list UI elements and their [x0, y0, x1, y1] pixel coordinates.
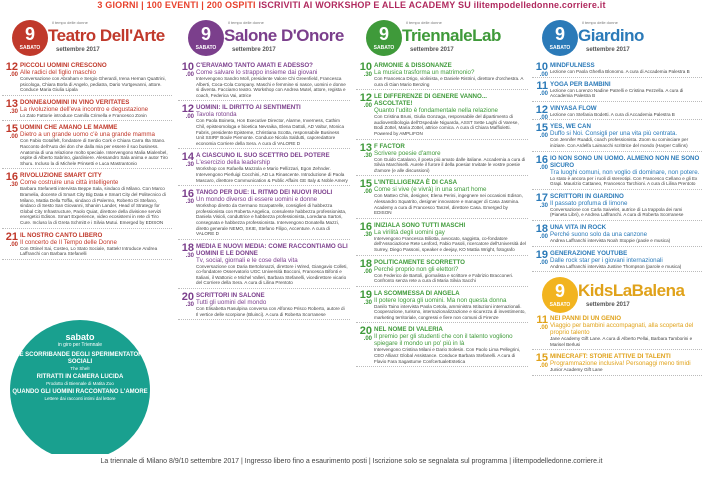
- event-description: Con Matteo Chis, designer, Elena Perini, ingegnere nei occasioni Edison, Alessandro Squatrito, designer innovatore e manager di Casa Jasmina. Academy a cura di Francesco Tanzel, direttore Casa. Emerged by EDISON: [374, 193, 523, 216]
- date-badge: [12, 20, 48, 56]
- event-time: 12 .00: [181, 103, 194, 121]
- event-title: SCRITTORI IN SALONE: [196, 292, 265, 300]
- circle-subtitle: in giro per Triennale: [57, 342, 103, 348]
- venue-header: [2, 14, 172, 62]
- circle-item-desc: Prodotto di Biennale di Matita Zoo: [46, 381, 114, 386]
- badge-weekday: SABATO: [373, 45, 395, 51]
- event-subtitle: Quanto l'udito è fondamentale nella relazione: [374, 107, 498, 115]
- event-description: Con Paola Boineta, Hon Executive Director, Alarme, Inverness, Cathim Chil, episteomologa e bioetica Nevraika, Elena Dattoli, AD Valtur, Monica Fabris, presidente Episteme, Christiana Scotta, responsabile Business Unit SSIRF Boule Piemonte. Conduce Nicola Saldutti, caporedattore economia Corriere della Sera. A cura di VALORE D: [196, 118, 345, 146]
- date-badge: [366, 20, 402, 56]
- event-time: 18 .00: [535, 222, 548, 240]
- event-subtitle: Perché suono solo da una canzone: [550, 230, 648, 238]
- event-time: 15 .00: [5, 123, 18, 141]
- venue-date: settembre 2017: [586, 47, 630, 53]
- event-title: NEI PANNI DI UN GENIO: [550, 315, 622, 323]
- badge-day: 9: [378, 24, 389, 44]
- event-subtitle: Perché proprio non gli elettori?: [374, 265, 459, 273]
- event-description: Lezione con Stefania Bodetti. A cura di Accademia Palestra B: [550, 111, 675, 117]
- venue-header: [532, 14, 702, 62]
- venue-date: settembre 2017: [586, 302, 630, 309]
- venue-header: [178, 14, 350, 62]
- event-list: [178, 62, 350, 320]
- event-title: UOMINI: IL DIRITTO AI SENTIMENTI: [196, 104, 301, 112]
- event-time: 15 .00: [535, 122, 548, 140]
- top-banner: [0, 0, 703, 12]
- event-time: 18 .00: [359, 257, 372, 275]
- venue-header: [356, 14, 528, 62]
- column-giardino: [532, 14, 702, 454]
- circle-title: sabato: [65, 332, 95, 342]
- top-banner-left: 3 GIORNI | 100 EVENTI | 200 OSPITI: [97, 0, 256, 10]
- event-subtitle: La virilità degli uomini gay: [374, 228, 445, 236]
- event-subtitle: Dietro a un grande uomo c'è una grande mamma: [20, 131, 155, 139]
- badge-day: 9: [24, 24, 35, 44]
- event-item[interactable]: [2, 62, 172, 96]
- event-subtitle: Programmazione inclusiva! Personaggi meno timidi: [550, 360, 691, 368]
- event-title: PICCOLI UOMINI CRESCONO: [20, 62, 107, 69]
- event-item[interactable]: [532, 353, 702, 376]
- venue-name: Salone D'Onore: [224, 26, 344, 45]
- event-list: [2, 62, 172, 260]
- footer: La triennale di Milano 8/9/10 settembre 2017 | Ingresso libero fino a esaurimento posti | Iscrizione solo se segnalata sul programma | ilitempodelledonne.corriere.it: [0, 456, 703, 479]
- event-title: YES, WE CAN: [550, 123, 591, 131]
- event-item[interactable]: [356, 143, 528, 177]
- event-description: Jane Academy Gift Lane. A cura di Alberto Pellai, Barbara Tamborini e Marisel Berlusi: [550, 336, 693, 347]
- event-title: MINECRAFT: STORIE ATTIVE DI TALENTI: [550, 353, 671, 361]
- venue-name: Teatro Dell'Arte: [48, 26, 165, 45]
- event-title: IO NON SONO UN UOMO. ALMENO NON NE SONO SICURO: [550, 154, 700, 169]
- badge-weekday: SABATO: [19, 45, 41, 51]
- venue-logo: il tempo delle donne: [582, 20, 618, 25]
- event-subtitle: Come si vive (e vivrà) in una smart home: [374, 186, 487, 194]
- event-description: Conversazione con Daria Bertolonazzi, direttore i Wired, Giangavio Colleti, co-fondatore Osservatorio UGC Università Bocconi, Francesca Bifonti e Italiani, il Wattonic e Michel Valleri, Barbara Stefanelli, vicedirettore vicario del Corriere della Sera. A cura di Lilina Prentoto: [196, 263, 348, 286]
- event-list: [532, 62, 702, 272]
- event-time: 20 .30: [181, 291, 194, 309]
- event-item[interactable]: [356, 290, 528, 324]
- event-time: 10 .00: [535, 61, 548, 78]
- event-description: Con Federico de Bartoli, giornalista e scrittore e Fabrizio Bracconeri. Confronto senza rete a cura di Maria Silvia Sacchi: [374, 272, 514, 284]
- event-description: Andrea Laffranchi intervista Noah Stoppie (paole e musica): [550, 237, 671, 243]
- event-time: 12 .00: [359, 92, 372, 110]
- event-item[interactable]: [356, 93, 528, 139]
- badge-weekday: SABATO: [549, 302, 571, 309]
- badge-weekday: SABATO: [549, 45, 571, 51]
- event-title: GENERAZIONE YOUTUBE: [550, 249, 628, 257]
- event-item[interactable]: [2, 99, 172, 122]
- event-description: Con Cristina Bruni, Giulia Gonzaga, responsabile del dipartimento di audiovestibologia dell'Ospedale Niguarda, ASST Sette Laghi di Varese, Bodi Zottel, Maria Zottel, attrice comica. A cura di Chiara Maffioletti. Powered by AMPLIFON: [374, 114, 519, 136]
- event-subtitle: Il potere logora gli uomini. Ma non questa donna: [374, 296, 507, 304]
- event-item[interactable]: [356, 62, 528, 90]
- venue-date: settembre 2017: [410, 47, 454, 53]
- event-list: [356, 62, 528, 367]
- event-subtitle: Il passato profuma di limone: [550, 199, 628, 207]
- event-title: RIVOLUZIONE SMART CITY: [20, 172, 102, 180]
- event-time: 11 .00: [536, 314, 548, 332]
- event-subtitle: Come salvare lo strappo insieme dai giovani: [196, 69, 318, 76]
- event-time: 14 .30: [181, 151, 194, 169]
- badge-day: 9: [554, 281, 565, 302]
- column-triennale-lab: [356, 14, 528, 454]
- date-badge: [188, 20, 224, 56]
- event-subtitle: Tutti gli uomini del mondo: [196, 299, 267, 307]
- event-time: 16 .30: [181, 188, 194, 206]
- event-time: 19 .00: [535, 248, 548, 266]
- badge-weekday: SABATO: [195, 45, 217, 51]
- venue-date: settembre 2017: [232, 47, 276, 53]
- event-subtitle: Tavola rotonda: [196, 111, 237, 119]
- event-item[interactable]: [532, 193, 702, 221]
- venue-name: TriennaleLab: [402, 26, 501, 45]
- event-item[interactable]: [532, 105, 702, 121]
- event-title: SCRITTORI IN GIARDINO: [550, 192, 624, 200]
- event-time: 11 .00: [536, 79, 548, 97]
- event-item[interactable]: [178, 104, 350, 149]
- date-badge: [542, 20, 578, 56]
- event-subtitle: Il concerto de Il Tempo delle Donne: [20, 238, 117, 246]
- event-description: Conversazione con Abraham e Sergio Gherardi, Irena Hernan Quattrini, psicologa, Chiara Borla di Angelo, pediatra, Dario Vurtgevanni, attore. Conduce Maria Giulia Lipala: [20, 76, 166, 93]
- event-subtitle: Dalle rock star per i giovani internazionali: [550, 256, 663, 264]
- event-item[interactable]: [2, 124, 172, 169]
- event-time: 20 .00: [359, 325, 372, 343]
- event-time: 18 .30: [181, 241, 194, 259]
- kids-event-list: [532, 315, 702, 376]
- event-time: 12 .00: [5, 61, 18, 78]
- venue-date: settembre 2017: [56, 47, 100, 53]
- event-title: UOMINI CHE AMANO LE MAMME: [20, 124, 118, 132]
- event-subtitle: Come costruire una città intelligente: [20, 179, 119, 187]
- event-description: Con Ottinel Sai, Costeo, Lo Stato Sociale, Sattek! Introduce Andrea Laffranchi con Barbara Stefanelli: [20, 245, 158, 257]
- event-title: LE DIFFERENZE DI GENERE VANNO... ASCOLTATE!: [374, 93, 487, 108]
- event-description: Lo stato è ancora per i ruoli di stereotipi. Con Francesco Cellano e gli Ex Grapi. Maurizio Cattaneo, Francesco Tarchioni. A cura di Lilina Prentoto: [550, 175, 698, 187]
- event-time: 16 .00: [535, 153, 548, 171]
- event-description: Intervengono Cristina Milani e Dario Solesin. Con Paolo Lima Pellegrini, CEO Allianz Global Assistance. Conduce Barbara Stefanelli. A cura di Flavio Fara Sagastume ConfcertualeEstetica: [374, 347, 521, 364]
- date-badge: [542, 277, 578, 313]
- column-salone-d-onore: [178, 14, 350, 454]
- event-title: A CIASCUNO IL SUO SCETTRO DEL POTERE: [196, 152, 330, 160]
- venue-logo: il tempo delle donne: [228, 20, 264, 25]
- event-subtitle: Tra luoghi comuni, non voglio di dominare, non potere.: [550, 168, 700, 176]
- event-time: 13 .30: [5, 97, 18, 115]
- event-description: Intervengono Sandro Moll, presidente Valore Chi Greenfield, Francesca Alberti, Coca-Cola Company. Maschi e femmine si nasce, uomini e donne si diventa. Facciamo teatro. Workshop con Andrea Mutel, attore, regista e coach, Federica Vai, attrice: [196, 76, 346, 98]
- event-time: 12 .00: [535, 103, 548, 121]
- event-item[interactable]: [532, 123, 702, 151]
- event-item[interactable]: [178, 243, 350, 289]
- event-item[interactable]: [2, 232, 172, 260]
- event-description: Con Francesca Drigo, violinista, e Daniele Ristrini, direttore d'orchestra. A cura di Gian Mario Benzing: [374, 76, 524, 87]
- event-description: Con Elisabetta Rasulpina conversa con Alfonso Prisco Roberto, autore di Il vertice delle scorpione (Bluinci). A cura di Roberta Scorranese: [196, 306, 345, 317]
- column-teatro-dell-arte: [2, 14, 172, 454]
- event-time: 15 .00: [535, 352, 548, 370]
- event-description: Lezione con Lorenzo Nadine Patrelli e Cristina Pezzella. A cura di Accademia Palestra B: [550, 87, 684, 99]
- circle-item-desc: The Shel!: [70, 366, 90, 371]
- event-title: YOGA PER BAMBINI: [550, 80, 611, 88]
- event-item[interactable]: [356, 259, 528, 287]
- event-title: INIZIALA SONO TUTTI MASCHI: [374, 221, 466, 229]
- circle-item: LE SCORRIBANDE DEGLI SPERIMENTATORI SOCIALI: [15, 352, 145, 365]
- event-title: POLITICAMENTE SCORRETTO: [374, 258, 465, 266]
- event-time: 10 .30: [359, 61, 372, 78]
- event-subtitle: Viaggio per bambini accompagnati, alla scoperta del proprio talento: [550, 322, 694, 337]
- event-title: TANGO PER DUE: IL RITMO DEI NUOVI RUOLI: [196, 189, 333, 197]
- event-title: NEL NOME DI VALERIA: [374, 326, 443, 334]
- event-time: 16 .30: [5, 171, 18, 189]
- event-time: 17 .30: [535, 191, 548, 209]
- event-item[interactable]: [356, 326, 528, 367]
- event-item[interactable]: [2, 172, 172, 228]
- event-description: Con Fabio Gotalfelt, fondatore di Serdio Cork e Chiara Carra Ilta Stano. Racconto dell'Auto dei don che dalla mia per essere il suo business. Anatomia di una relazione molto speciale. Intervengono Malia Mialenbel, ospite di Alberto Sabrino, giardiniere. Alessandro Sala anima e autor Tiro Shuru. Incluso la di Michele Prinsetti e Luca Mastrantonio: [20, 138, 168, 166]
- event-title: MINDFULNESS: [550, 62, 595, 69]
- kids-venue-header: [532, 275, 702, 315]
- event-item[interactable]: [356, 222, 528, 256]
- venue-name: Giardino: [578, 26, 644, 45]
- event-item[interactable]: [532, 62, 702, 78]
- event-title: IL NOSTRO CANTO LIBERO: [20, 231, 103, 239]
- event-subtitle: Un mondo diverso di essere uomini e donne: [196, 196, 318, 204]
- event-description: Workshop con Rafaella Mazzola e Mario Pellizzari, Egon Zehnder. Intervengono Pierluigi Cocchini, AD La Rinascente. Introduzione di Paola Mascaro, direttore Communication & Public Affairs GE Italy & Noble Amery: [196, 166, 348, 183]
- event-time: 15 .00: [359, 178, 372, 196]
- circle-item: RITRATTI IN CAMERA LUCIDA: [36, 374, 124, 380]
- event-description: Workshop diretto da Germano Scarpatrelle, consiglieri di habbezza professionista con Roberta Angelica, consulente habbezza professionista, Daniela Visioli, conduttrice e habbezza professionista, Loredana Sartori, consegnata e habbezza professionista. Intervengono Donatella Mazzi, diretto generale NEMO, SKIE, Stefano Filipo, Accenture. A cura di VALORE D: [196, 203, 347, 237]
- event-title: UNA VITA IN ROCK: [550, 223, 607, 231]
- event-title: ARMONIE & DISSONANZE: [374, 62, 452, 69]
- venue-logo: il tempo delle donne: [52, 20, 88, 25]
- top-banner-right: ISCRIVITI AI WORKSHOP E ALLE ACADEMY SU ilitempodelledonne.corriere.it: [258, 0, 606, 10]
- event-title: L'INTELLIGENZA È DI CASA: [374, 179, 458, 187]
- event-description: Con Jennifer Ruaddi, coach professionista. Zoom su cominciare per iniziare. Con Ardelfa Laimacchi scrittrice del mondo (Harper Collins): [550, 137, 689, 148]
- event-subtitle: L'esercizio della leadership: [196, 159, 271, 167]
- event-item[interactable]: [532, 224, 702, 247]
- event-description: Con Guido Catalano, il poeta più amato dalle italiane. Accademia a cura di Silvia Marchiselli. Aurele il furore il della poesia! Invitate le vostre poesie d'amore (e alle discussioni): [374, 156, 526, 173]
- event-description: Conversazione con Carla Saivelet, autrice di La trappola dei rami (Pianeta Libri), e Andrea Laffranchi. A cura di Roberta Scorranese: [550, 206, 684, 218]
- event-title: F FACTOR: [374, 142, 405, 150]
- event-subtitle: Alle radici del figlio maschio: [20, 69, 97, 76]
- event-item[interactable]: [356, 179, 528, 218]
- event-description: Barbara Stefanetti intervista Beppe Sala, sindaco di Milano. Con Marco Bramelia, docente di Smart City Big Data e Smart City del Politecnico di Milano, Mattia Della Toffia, sindaco di Palermo, Roberto Di Stefano, sindaco di Sesto San Giovanni, Shanim Lander, Head of Strategy for Global City Infrastructure, Paolo Quiat, direttore della divisione servizi energetici Edison. Smart Experience, video ecosistemi in rete di Tiro Cure. Incluso la di Greta Schmitt e i Silvia Mutui. Emerged by EDISON: [20, 186, 166, 225]
- event-item[interactable]: [532, 81, 702, 102]
- event-subtitle: Scrivere poesie d'amore: [374, 149, 441, 157]
- event-description: Andrea Laffranchi intervista Justine Thompson (parole e musica): [550, 263, 682, 269]
- event-item[interactable]: [178, 292, 350, 320]
- venue-name: KidsLaBalena: [578, 281, 685, 301]
- event-title: MEDIA E NUOVI MEDIA: COME RACCONTIAMO GLI UOMINI E LE DONNE: [196, 242, 348, 257]
- badge-day: 9: [200, 24, 211, 44]
- event-item[interactable]: [178, 189, 350, 240]
- event-description: Danilo Taino intervista Paola Cetola, amministra Istituzioni internazionali. Cooperazione, turismo, internazionalizzazione e sicurezza di investimento, marketing territoriale, congressi e fiere non comuni di Firenze: [374, 303, 526, 320]
- event-subtitle: Tv, social, giornali e le cose della vita: [196, 256, 298, 264]
- event-description: Junior Academy Gift Lane: [550, 367, 603, 373]
- venue-logo: il tempo delle donne: [406, 20, 442, 25]
- event-subtitle: Il premio per gli studenti che con il talento vogliono spiegare il mondo un po' più in là: [374, 333, 513, 348]
- event-title: LA SCOMMESSA DI ANGELA: [374, 289, 460, 297]
- event-subtitle: La musica trasforma un matrimonio?: [374, 69, 475, 76]
- sabato-circle: [10, 320, 150, 454]
- badge-day: 9: [554, 24, 565, 44]
- event-title: VINYASA FLOW: [550, 104, 597, 112]
- event-time: 19 .30: [359, 288, 372, 306]
- event-item[interactable]: [178, 62, 350, 101]
- event-time: 16 .30: [359, 220, 372, 238]
- circle-item: QUANDO GLI UOMINI RACCONTANO L'AMORE: [12, 389, 148, 395]
- event-time: 13 .30: [359, 141, 372, 159]
- event-subtitle: La rivoluzione dell'eva incontro e degustazione: [20, 105, 149, 113]
- event-subtitle: Duffo si Noi. Consigli per una vita più centrata.: [550, 130, 678, 138]
- event-item[interactable]: [178, 152, 350, 186]
- event-item[interactable]: [532, 250, 702, 273]
- event-title: C'ERAVAMO TANTO AMATI E ADESSO?: [196, 62, 313, 69]
- event-title: DONNE&UOMINI IN VINO VERITATES: [20, 98, 130, 106]
- circle-item-desc: Lettere dai racconti intimi dal lettore: [44, 396, 116, 401]
- event-description: Intervengono Francesca Biliotta, avvocato, saggista, co-fondatore dell'Associazione Rete Lenford, Fabio Fasoli, ricercatore dell'Università del Surrey, Diego Passoni, speaker e deejay, KO Mattia Wright, fotografo: [374, 235, 526, 252]
- event-time: 10 .00: [181, 61, 194, 78]
- event-item[interactable]: [532, 155, 702, 190]
- event-description: Lezione con Paola Gherlla Blonomo. A cura di Accademia Palestra B: [550, 69, 690, 74]
- event-time: 21 .00: [5, 230, 18, 248]
- event-description: Lo Zato Fattorie introduce Camilla Crimella e Francesco Zonin: [20, 112, 147, 118]
- event-item[interactable]: [532, 315, 702, 350]
